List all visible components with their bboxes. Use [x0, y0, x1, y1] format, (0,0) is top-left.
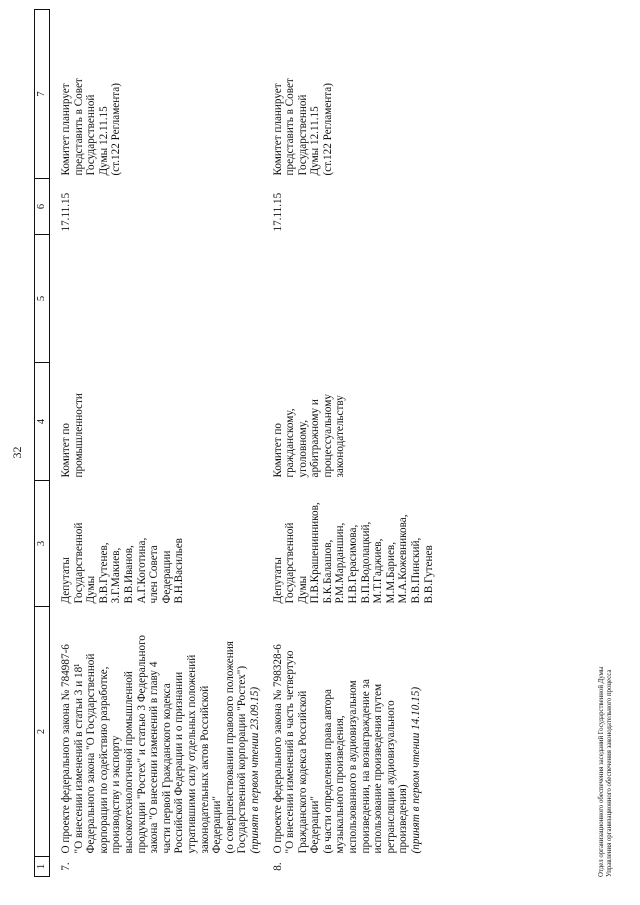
committee-cell: Комитет по промышленности — [60, 393, 85, 478]
plan-cell: Комитет планирует представить в Совет Государственной Думы 12.11.15 (ст.122 Регламента) — [271, 78, 334, 176]
table-row — [60, 10, 262, 877]
bill-title-cell — [60, 607, 262, 857]
bill-reading-status: (принят в первом чтении 23.09.15) — [248, 686, 261, 854]
column-5-cell — [60, 235, 262, 363]
column-header: 5 — [35, 235, 50, 363]
initiators-cell: Депутаты Государственной Думы В.В.Гутенев, З.Г.Макиев, В.В.Иванов, А.Г.Коготина, член Совета Федерации В.Н.Васильев — [60, 522, 186, 604]
bills-table — [34, 9, 435, 877]
column-5-cell — [272, 235, 436, 363]
date-cell: 17.11.15 — [60, 192, 72, 232]
bill-title: О проекте федерального закона № 784987-6 "О внесении изменений в статьи 3 и 18¹ Федерального закона "О Государственной корпорации по содействию разработке, производству и экспорту высокотехнологичной промышленной продукции "Ростех" и статью 3 Федерального закона "О внесении изменений в главу 4 части первой Гражданского кодекса Российской Федерации и о признании утратившими силу отдельных положений законодательных актов Российской Федерации" (о совершенствовании правового положения Государственной корпорации "Ростех") — [60, 635, 249, 854]
footer-line: Управления организационного обеспечения законодательного процесса — [606, 669, 614, 877]
table-row — [272, 10, 436, 877]
column-header: 4 — [35, 363, 50, 481]
column-header: 6 — [35, 179, 50, 235]
committee-cell: Комитет по гражданскому, уголовному, арбитражному и процессуальному законодательству — [271, 394, 347, 478]
footer-note — [598, 667, 615, 877]
row-number: 7. — [60, 862, 72, 871]
bill-title: О проекте федерального закона № 798328-6 "О внесении изменений в часть четвертую Гражданского кодекса Российской Федерации" (в части определения права автора музыкального произведения, использованного в аудиовизуальном произведении, на вознаграждение за использование произведения путем ретрансляции аудиовизуального произведения) — [271, 644, 410, 854]
plan-cell: Комитет планирует представить в Совет Государственной Думы 12.11.15 (ст.122 Регламента) — [60, 78, 123, 176]
column-header: 1 — [35, 857, 50, 877]
footer-line: Отдел организационного обеспечения заседаний Государственной Думы — [598, 666, 605, 877]
bill-title-cell — [272, 607, 436, 857]
bill-reading-status: (принят в первом чтении 14.10.15) — [410, 686, 423, 854]
column-header: 7 — [35, 10, 50, 179]
row-number: 8. — [271, 862, 284, 871]
initiators-cell: Депутаты Государственной Думы П.В.Крашенинников, Б.К.Балашов, Р.М.Марданшин, Н.В.Герасимова, В.П.Водолацкий, М.Т.Гаджиев, М.М.Бариев, М.А.Кожевникова, В.В.Пинский, В.В.Гутенев — [271, 502, 435, 604]
column-header: 3 — [35, 481, 50, 607]
column-header: 2 — [35, 607, 50, 857]
table-header-row — [35, 10, 50, 877]
page-number: 32 — [10, 446, 24, 459]
date-cell: 17.11.15 — [271, 192, 284, 232]
